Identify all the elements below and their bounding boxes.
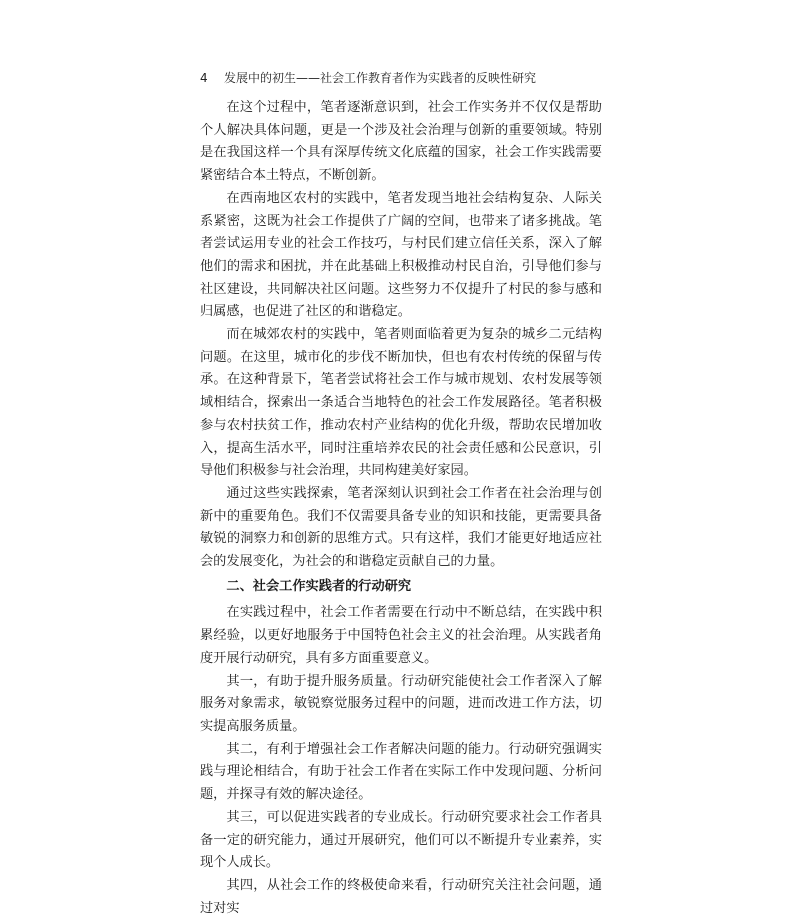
paragraph: 其三，可以促进实践者的专业成长。行动研究要求社会工作者具备一定的研究能力，通过开展研究，他们可以不断提升专业素养，实现个人成长。 [200, 809, 602, 871]
running-title: 发展中的初生——社会工作教育者作为实践者的反映性研究 [224, 71, 537, 85]
paragraph: 在这个过程中，笔者逐渐意识到，社会工作实务并不仅仅是帮助个人解决具体问题，更是一个涉及社会治理与创新的重要领域。特别是在我国这样一个具有深厚传统文化底蕴的国家，社会工作实践需要紧密结合本土特点，不断创新。 [200, 100, 602, 184]
body-text [200, 97, 602, 920]
paragraph: 其一，有助于提升服务质量。行动研究能使社会工作者深入了解服务对象需求，敏锐察觉服务过程中的问题，进而改进工作方法，切实提高服务质量。 [200, 673, 602, 734]
paragraph: 而在城郊农村的实践中，笔者则面临着更为复杂的城乡二元结构问题。在这里，城市化的步伐不断加快，但也有农村传统的保留与传承。在这种背景下，笔者尝试将社会工作与城市规划、农村发展等领域相结合，探索出一条适合当地特色的社会工作发展路径。笔者积极参与农村扶贫工作，推动农村产业结构的优化升级，帮助农民增加收入，提高生活水平，同时注重培养农民的社会责任感和公民意识，引导他们积极参与社会治理，共同构建美好家园。 [200, 327, 602, 479]
section-heading: 二、社会工作实践者的行动研究 [226, 578, 412, 594]
paragraph: 在西南地区农村的实践中，笔者发现当地社会结构复杂、人际关系紧密，这既为社会工作提供了广阔的空间，也带来了诸多挑战。笔者尝试运用专业的社会工作技巧，与村民们建立信任关系，深入了解他们的需求和困扰，并在此基础上积极推动村民自治，引导他们参与社区建设，共同解决社区问题。这些努力不仅提升了村民的参与感和归属感，也促进了社区的和谐稳定。 [200, 190, 602, 320]
page-number: 4 [200, 71, 208, 85]
paragraph: 在实践过程中，社会工作者需要在行动中不断总结，在实践中积累经验，以更好地服务于中国特色社会主义的社会治理。从实践者角度开展行动研究，具有多方面重要意义。 [200, 605, 602, 666]
running-header [200, 70, 620, 86]
paragraph: 其二，有利于增强社会工作者解决问题的能力。行动研究强调实践与理论相结合，有助于社会工作者在实际工作中发现问题、分析问题，并探寻有效的解决途径。 [200, 741, 602, 803]
paragraph: 通过这些实践探索，笔者深刻认识到社会工作者在社会治理与创新中的重要角色。我们不仅需要具备专业的知识和技能，更需要具备敏锐的洞察力和创新的思维方式。只有这样，我们才能更好地适应社会的发展变化，为社会的和谐稳定贡献自己的力量。 [200, 485, 602, 570]
paragraph: 其四，从社会工作的终极使命来看，行动研究关注社会问题，通过对实 [200, 877, 602, 916]
